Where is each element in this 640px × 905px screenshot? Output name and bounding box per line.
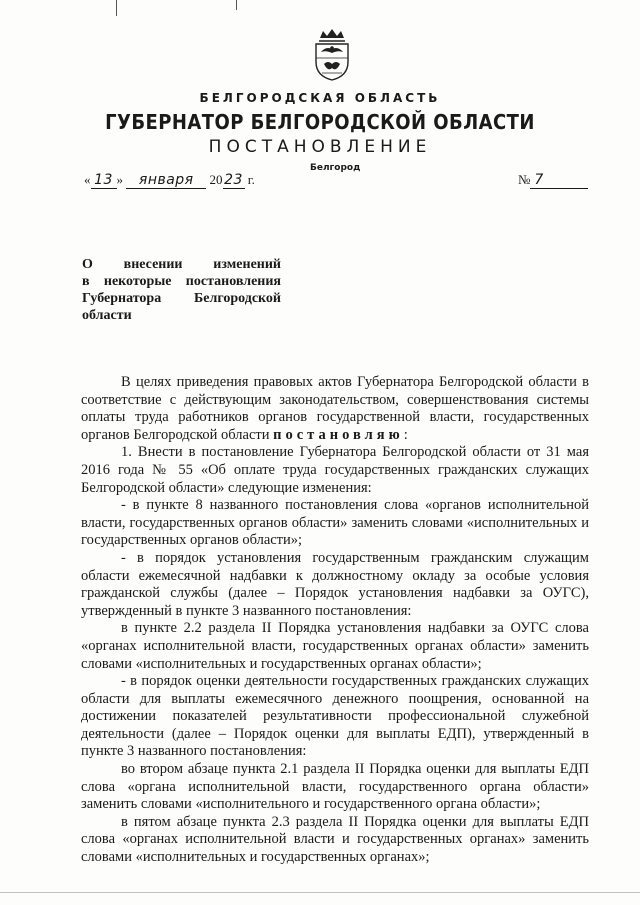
document-subject (82, 256, 281, 324)
body-paragraph: - в порядок оценки деятельности государственных гражданских служащих области для выплаты ежемесячного денежного поощрения, основанной на достижении показателей результативности профессиональной служебной деятельности (далее – Порядок оценки для выплаты ЕДП), утвержденный в пункте 3 названного постановления: (81, 673, 589, 760)
date-month: января (126, 172, 206, 189)
subject-line: О внесении изменений (82, 257, 281, 272)
body-paragraph: - в порядок установления государственным гражданским служащим области ежемесячной надбавки к должностному окладу за особые условия гражданской службы (далее – Порядок установления надбавки за ОУГС), утвержденный в пункте 3 названного постановления: (81, 549, 589, 619)
number-value: 7 (530, 172, 588, 189)
subject-line: в некоторые постановления (82, 274, 281, 289)
document-body (81, 374, 589, 867)
date-day: 13 (91, 172, 117, 189)
body-paragraph: - в пункте 8 названного постановления слова «органов исполнительной власти, государственных органов области» заменить словами «исполнительных и государственных органов области»; (81, 497, 589, 549)
document-type: ПОСТАНОВЛЕНИЕ (208, 137, 432, 157)
scan-artifact (0, 892, 640, 893)
date-year-suffix: 23 (224, 172, 243, 188)
region-name: БЕЛГОРОДСКАЯ ОБЛАСТЬ (199, 91, 441, 105)
intro-paragraph (81, 374, 589, 444)
issuer-title: ГУБЕРНАТОР БЕЛГОРОДСКОЙ ОБЛАСТИ (105, 110, 535, 134)
coat-of-arms-icon (310, 28, 354, 82)
date-year-label: г. (247, 172, 255, 187)
date-close-quote: » (116, 172, 123, 187)
intro-end: : (403, 426, 408, 443)
body-paragraph: в пятом абзаце пункта 2.3 раздела II Порядка оценки для выплаты ЕДП слова «органах исполнительной власти и государственных органах» заменить словами «исполнительных и государственных органах»; (81, 813, 589, 866)
number-line (518, 172, 588, 189)
body-paragraph: во втором абзаце пункта 2.1 раздела II Порядка оценки для выплаты ЕДП слова «органа исполнительной власти, государственного органа области» заменить словами «исполнительного и государственного органа области»; (81, 761, 589, 813)
city-name: Белгород (310, 163, 361, 173)
intro-text: В целях приведения правовых актов Губернатора Белгородской области в соответствие с действующим законодательством, совершенствования системы оплаты труда работников органов государственной власти, государственных органов Белгородской области (81, 374, 589, 443)
scan-artifact (236, 0, 237, 10)
date-line (84, 172, 255, 189)
date-open-quote: « (84, 172, 91, 187)
subject-line: области (82, 308, 132, 323)
decree-word: постановляю (273, 426, 404, 443)
subject-line: Губернатора Белгородской (82, 291, 281, 306)
scan-artifact (116, 0, 117, 16)
body-paragraph: в пункте 2.2 раздела II Порядка установления надбавки за ОУГС слова «органах исполнительной власти, государственных органах области» заменить словами «исполнительных и государственных органах области»; (81, 620, 589, 672)
number-label: № (518, 172, 531, 187)
body-paragraph: 1. Внести в постановление Губернатора Белгородской области от 31 мая 2016 года № 55 «Об оплате труда государственных гражданских служащих Белгородской области» следующие изменения: (81, 444, 589, 496)
date-year-prefix: 20 (209, 172, 223, 187)
